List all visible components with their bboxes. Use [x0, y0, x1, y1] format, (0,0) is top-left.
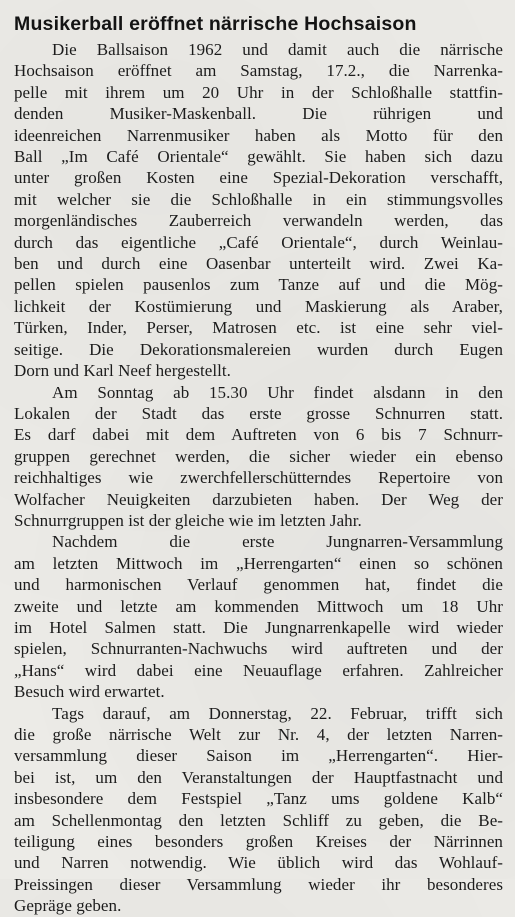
paragraph-line: unter großen Kosten eine Spezial-Dekoration verschafft,: [14, 168, 503, 188]
paragraph-line: Lokalen der Stadt das erste grosse Schnurren statt.: [14, 403, 503, 423]
paragraph-line: denden Musiker-Maskenball. Die rührigen und: [14, 104, 503, 124]
paragraph-line: die große närrische Welt zur Nr. 4, der letzten Narren-: [14, 725, 503, 744]
paragraph-line: durch das eigentliche „Café Orientale“, durch Weinlau-: [14, 232, 503, 252]
paragraph-line: zweite und letzte am kommenden Mittwoch um 18 Uhr: [14, 596, 503, 616]
paragraph-line: pellen spielen pausenlos zum Tanze auf und die Mög-: [14, 275, 503, 295]
paragraph-line: am Schellenmontag den letzten Schliff zu geben, die Be-: [14, 810, 503, 830]
paragraph-line: ideenreichen Narrenmusiker haben als Motto für den: [14, 125, 503, 145]
paragraph-line: insbesondere dem Festspiel „Tanz ums goldene Kalb“: [14, 789, 503, 809]
paragraph-line: spielen, Schnurranten-Nachwuchs wird auftreten und der: [14, 639, 503, 659]
paragraph-line: Preissingen dieser Versammlung wieder ihr besonderes: [14, 874, 503, 894]
paragraph-line: gruppen gerechnet werden, die sicher wieder ein ebenso: [14, 446, 503, 466]
paragraph-line: Nachdem die erste Jungnarren-Versammlung: [52, 532, 503, 552]
paragraph-line: teiligung eines besonders großen Kreises der Närrinnen: [14, 832, 503, 852]
article-paragraph: [14, 531, 503, 702]
paragraph-line: lichkeit der Kostümierung und Maskierung als Araber,: [14, 296, 503, 316]
article-paragraph: [14, 703, 503, 917]
paragraph-line: im Hotel Salmen statt. Die Jungnarrenkapelle wird wieder: [14, 617, 503, 637]
article-body: [14, 39, 503, 917]
paragraph-line: Besuch wird erwartet.: [14, 682, 165, 702]
paragraph-line: und harmonischen Verlauf genommen hat, findet die: [14, 575, 503, 595]
paragraph-line: versammlung dieser Saison im „Herrengarten“. Hier-: [14, 746, 503, 766]
paragraph-line: Hochsaison eröffnet am Samstag, 17.2., die Narrenka-: [14, 61, 503, 81]
paragraph-line: Gepräge geben.: [14, 896, 122, 916]
paragraph-line: am letzten Mittwoch im „Herrengarten“ einen so schönen: [14, 553, 503, 573]
paragraph-line: Ball „Im Café Orientale“ gewählt. Sie haben sich dazu: [14, 147, 503, 167]
paragraph-line: Am Sonntag ab 15.30 Uhr findet alsdann in den: [52, 382, 503, 402]
paragraph-line: Die Ballsaison 1962 und damit auch die närrische: [52, 40, 503, 59]
paragraph-line: bei ist, um den Veranstaltungen der Hauptfastnacht und: [14, 767, 503, 787]
paragraph-line: Dorn und Karl Neef hergestellt.: [14, 361, 231, 381]
paragraph-line: Türken, Inder, Perser, Matrosen etc. ist eine sehr viel-: [14, 318, 503, 338]
article-paragraph: [14, 382, 503, 532]
paragraph-line: Es darf dabei mit dem Auftreten von 6 bis 7 Schnurr-: [14, 425, 503, 445]
paragraph-line: reichhaltiges wie zwerchfellerschütterndes Repertoire von: [14, 468, 503, 488]
paragraph-line: Schnurrgruppen ist der gleiche wie im letzten Jahr.: [14, 510, 362, 530]
paragraph-line: morgenländisches Zauberreich verwandeln werden, das: [14, 211, 503, 231]
paragraph-line: und Narren notwendig. Wie üblich wird das Wohlauf-: [14, 853, 503, 873]
paragraph-line: mit welcher sie die Schloßhalle in ein stimmungsvolles: [14, 189, 503, 209]
article-paragraph: [14, 39, 503, 382]
paragraph-line: Tags darauf, am Donnerstag, 22. Februar, trifft sich: [52, 703, 503, 723]
paragraph-line: Wolfacher Neuigkeiten darzubieten haben. Der Weg der: [14, 489, 503, 509]
paragraph-line: ben und durch eine Oasenbar unterteilt wird. Zwei Ka-: [14, 254, 503, 274]
article-headline: Musikerball eröffnet närrische Hochsaison: [14, 13, 417, 35]
paragraph-line: pelle mit ihrem um 20 Uhr in der Schloßhalle stattfin-: [14, 82, 503, 102]
paragraph-line: seitige. Die Dekorationsmalereien wurden durch Eugen: [14, 339, 503, 359]
paragraph-line: „Hans“ wird dabei eine Neuauflage erfahren. Zahlreicher: [14, 660, 503, 680]
